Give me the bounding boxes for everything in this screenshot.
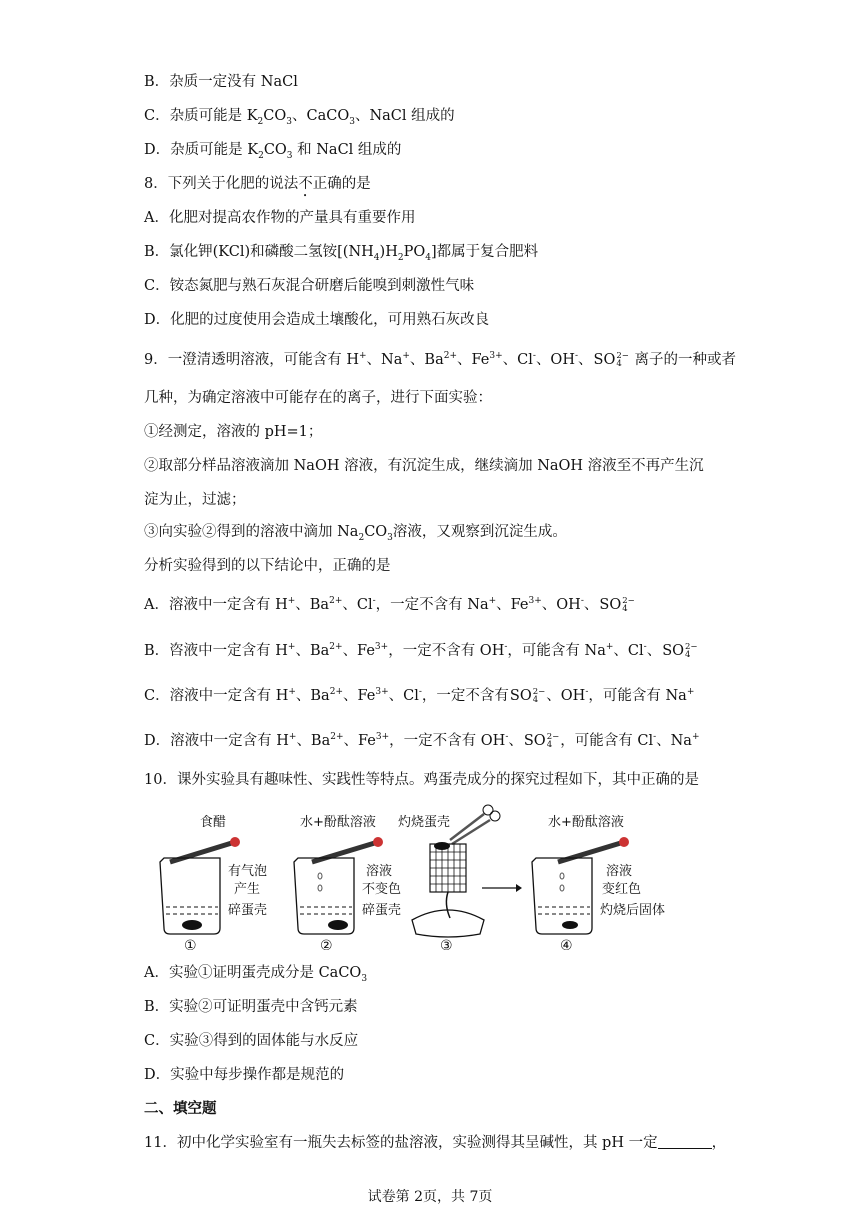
- flame: [446, 892, 450, 918]
- figure-label-water-phenolphthalein-2: 水+酚酞溶液: [548, 815, 624, 830]
- q8-option-b: B．氯化钾(KCl)和磷酸二氢铵$[(NH_4)H_2PO_4]$都属于复合肥料: [144, 244, 539, 263]
- q9-option-d: D．溶液中一定含有 H+、$Ba^{2+}$、$Fe^{3+}$，一定不含有 OH-、 SO 2− 4 ，可能含有 Cl-、Na+: [144, 732, 700, 750]
- q9-step2: ②取部分样品溶液滴加 NaOH 溶液，有沉淀生成，继续滴加 NaOH 溶液至不再产生沉: [144, 458, 704, 474]
- dropper-1: [170, 842, 235, 862]
- sulfate-ion: SO 2− 4: [599, 596, 635, 614]
- svg-text:④: ④: [560, 938, 573, 950]
- q9-option-c: C．溶液中一定含有 H+、$Ba^{2+}$、$Fe^{3+}$、Cl-，一定不含有 SO 2− 4 、OH-，可能含有 Na+: [144, 687, 695, 705]
- q8-option-c: C．铵态氮肥与熟石灰混合研磨后能嗅到刺激性气味: [144, 278, 475, 294]
- svg-text:变红色: 变红色: [602, 882, 642, 897]
- sulfate-ion: SO 2− 4: [509, 687, 546, 705]
- experiment-figure: [150, 800, 730, 950]
- answer-blank[interactable]: [658, 1134, 712, 1149]
- beaker-1: [160, 814, 267, 950]
- svg-text:灼烧后固体: 灼烧后固体: [600, 903, 666, 918]
- q9-step3: ③向实验②得到的溶液中滴加 $Na_2CO_3$溶液，又观察到沉淀生成。: [144, 524, 567, 543]
- q11-stem: 11．初中化学实验室有一瓶失去标签的盐溶液，实验测得其呈碱性，其 pH 一定 ，: [144, 1135, 727, 1151]
- svg-text:②: ②: [320, 938, 333, 950]
- q10-option-c: C．实验③得到的固体能与水反应: [144, 1033, 359, 1049]
- sulfate-ion: SO 2− 4: [593, 351, 629, 369]
- q8-option-a: A．化肥对提高农作物的产量具有重要作用: [144, 210, 416, 226]
- svg-text:不变色: 不变色: [362, 882, 402, 897]
- eggshell-1: [182, 920, 202, 930]
- dropper-2: [312, 842, 378, 862]
- svg-text:碎蛋壳: 碎蛋壳: [228, 903, 268, 918]
- section-heading-fill-in: 二、填空题: [144, 1100, 217, 1117]
- q10-stem: 10．课外实验具有趣味性、实践性等特点。鸡蛋壳成分的探究过程如下，其中正确的是: [144, 772, 699, 788]
- dropper-4: [558, 842, 624, 862]
- q9-step2-cont: 淀为止，过滤；: [144, 492, 246, 508]
- dropper-bulb-1: [230, 837, 240, 847]
- svg-text:产生: 产生: [234, 882, 261, 897]
- figure-label-burn-eggshell: 灼烧蛋壳: [398, 815, 451, 830]
- beaker-2: [294, 814, 401, 950]
- q10-option-d: D．实验中每步操作都是规范的: [144, 1067, 345, 1083]
- q10-option-b: B．实验②可证明蛋壳中含钙元素: [144, 999, 358, 1015]
- q7-option-d: D．杂质可能是 $K_2CO_3$ 和 NaCl 组成的: [144, 142, 402, 161]
- svg-text:溶液: 溶液: [366, 864, 393, 879]
- q9-stem-line2: 几种，为确定溶液中可能存在的离子，进行下面实验：: [144, 390, 492, 406]
- svg-text:①: ①: [184, 938, 197, 950]
- page-footer: 试卷第 2页，共 7页: [367, 1189, 493, 1205]
- svg-text:有气泡: 有气泡: [228, 864, 268, 879]
- svg-text:溶液: 溶液: [606, 864, 633, 879]
- eggshell-2: [328, 920, 348, 930]
- q7-option-b: B．杂质一定没有 NaCl: [144, 74, 298, 90]
- tongs-icon: [450, 805, 500, 844]
- figure-label-vinegar: 食醋: [200, 815, 227, 830]
- svg-text:碎蛋壳: 碎蛋壳: [362, 903, 402, 918]
- q8-stem: 8．下列关于化肥的说法不正确的是: [144, 176, 371, 192]
- sulfate-ion: SO 2− 4: [523, 732, 560, 750]
- q9-step1: ①经测定，溶液的 pH=1；: [144, 424, 323, 440]
- sulfate-ion: SO 2− 4: [662, 642, 698, 660]
- burned-solid: [562, 921, 578, 929]
- dropper-bulb-2: [373, 837, 383, 847]
- q10-option-a: A．实验①证明蛋壳成分是 CaCO$_3$: [144, 965, 368, 984]
- dropper-bulb-4: [619, 837, 629, 847]
- svg-text:③: ③: [440, 938, 453, 950]
- beaker-4: [532, 814, 665, 950]
- q9-analysis: 分析实验得到的以下结论中，正确的是: [144, 558, 391, 574]
- q8-option-d: D．化肥的过度使用会造成土壤酸化，可用熟石灰改良: [144, 312, 490, 328]
- q9-option-a: A．溶液中一定含有 H+、$Ba^{2+}$、Cl-，一定不含有 Na+、$Fe^{3+}$、OH-、 SO 2− 4: [144, 596, 635, 614]
- q9-stem-line1: 9．一澄清透明溶液，可能含有 H+、Na+、$Ba^{2+}$、$Fe^{3+}$、Cl-、OH-、 SO 2− 4 离子的一种或者: [144, 351, 736, 369]
- q7-option-c: C．杂质可能是 $K_2CO_3$、CaCO$_3$、NaCl 组成的: [144, 108, 455, 127]
- burning-setup-3: [398, 805, 500, 950]
- figure-label-water-phenolphthalein: 水+酚酞溶液: [300, 815, 376, 830]
- q9-option-b: B．咨液中一定含有 H+、$Ba^{2+}$、$Fe^{3+}$，一定不含有 OH-，可能含有 Na+、Cl-、 SO 2− 4: [144, 642, 698, 660]
